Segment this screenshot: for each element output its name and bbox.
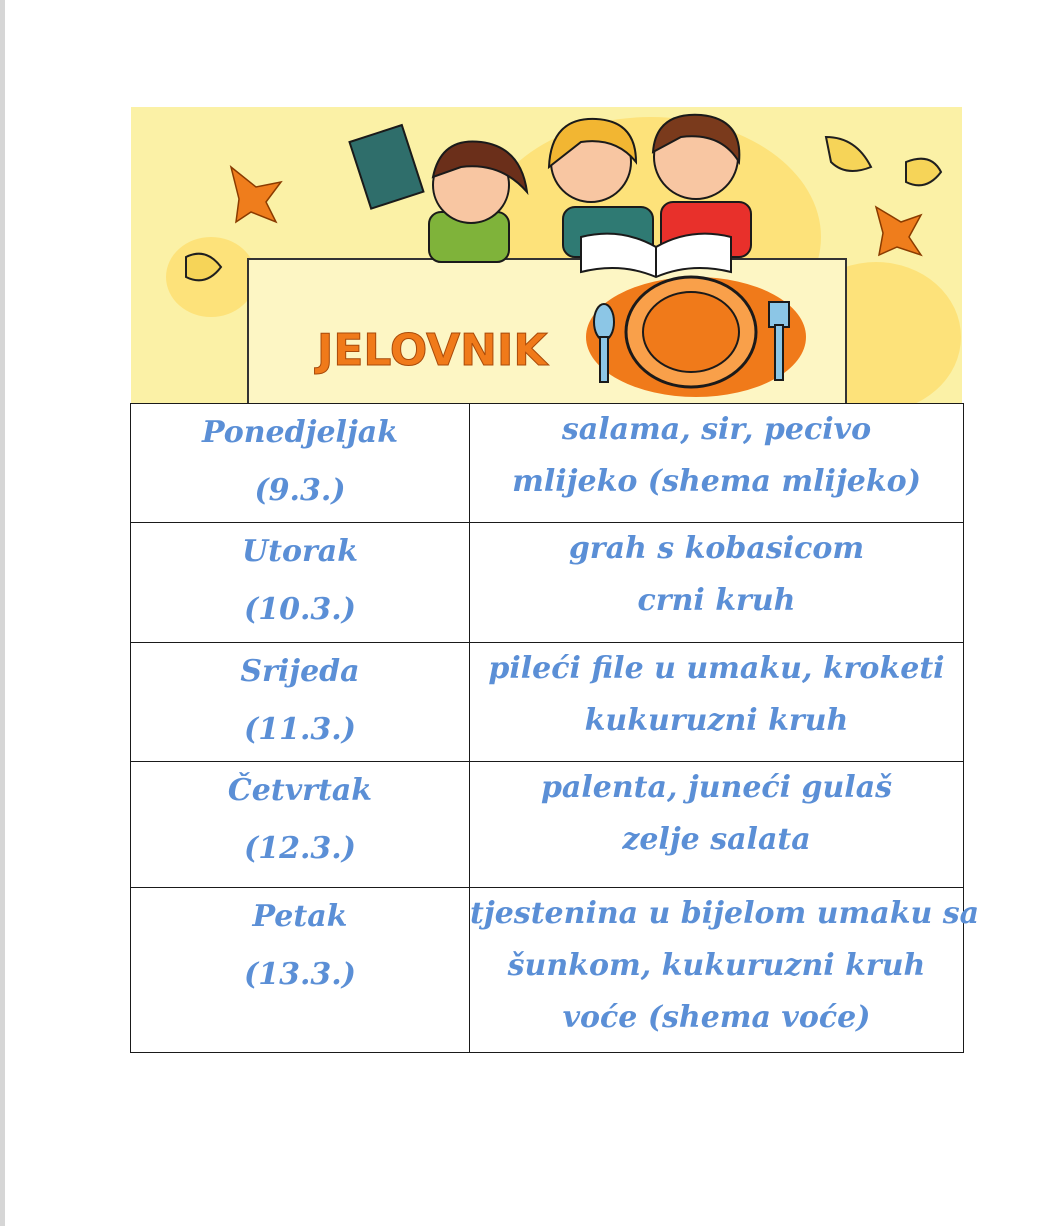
children-reading-book-icon [131,107,962,403]
meal-line: šunkom, kukuruzni kruh [507,948,926,983]
day-date: (12.3.) [244,831,356,866]
day-name: Petak [252,899,348,934]
menu-banner [131,107,962,403]
leaf-icon [231,167,281,222]
meal-cell [470,888,980,1053]
day-cell [131,888,470,1053]
day-name: Utorak [241,534,359,569]
table-row [131,888,964,1053]
day-name: Srijeda [240,654,360,689]
page-left-edge [0,0,5,1226]
day-date: (9.3.) [254,473,346,508]
meal-line: mlijeko (shema mlijeko) [512,464,921,499]
day-cell [131,523,470,643]
banner-title: JELOVNIK [317,325,548,376]
meal-line: grah s kobasicom [568,531,865,566]
meal-cell [470,404,964,523]
meal-line: voće (shema voće) [562,1000,871,1035]
meal-cell [470,523,964,643]
day-date: (10.3.) [244,592,356,627]
day-cell [131,643,470,762]
meal-line: kukuruzni kruh [584,703,849,738]
table-row [131,643,964,762]
plate-icon [586,277,806,397]
leaf-icon [826,137,871,171]
meal-line: crni kruh [637,583,796,618]
meal-line: pileći file u umaku, kroketi [488,651,945,686]
meal-line: tjestenina u bijelom umaku sa [470,896,980,931]
day-cell [131,762,470,888]
meal-cell [470,643,964,762]
day-name: Ponedjeljak [201,415,399,450]
leaf-icon [876,207,921,255]
day-name: Četvrtak [227,773,373,808]
menu-table [130,403,980,1053]
meal-line: salama, sir, pecivo [561,412,872,447]
day-date: (13.3.) [244,957,356,992]
day-cell [131,404,470,523]
table-row [131,523,964,643]
meal-cell [470,762,964,888]
meal-line: zelje salata [622,822,811,857]
meal-line: palenta, juneći gulaš [540,770,893,805]
day-date: (11.3.) [244,712,356,747]
leaf-icon [906,159,941,186]
table-row [131,404,964,523]
table-row [131,762,964,888]
